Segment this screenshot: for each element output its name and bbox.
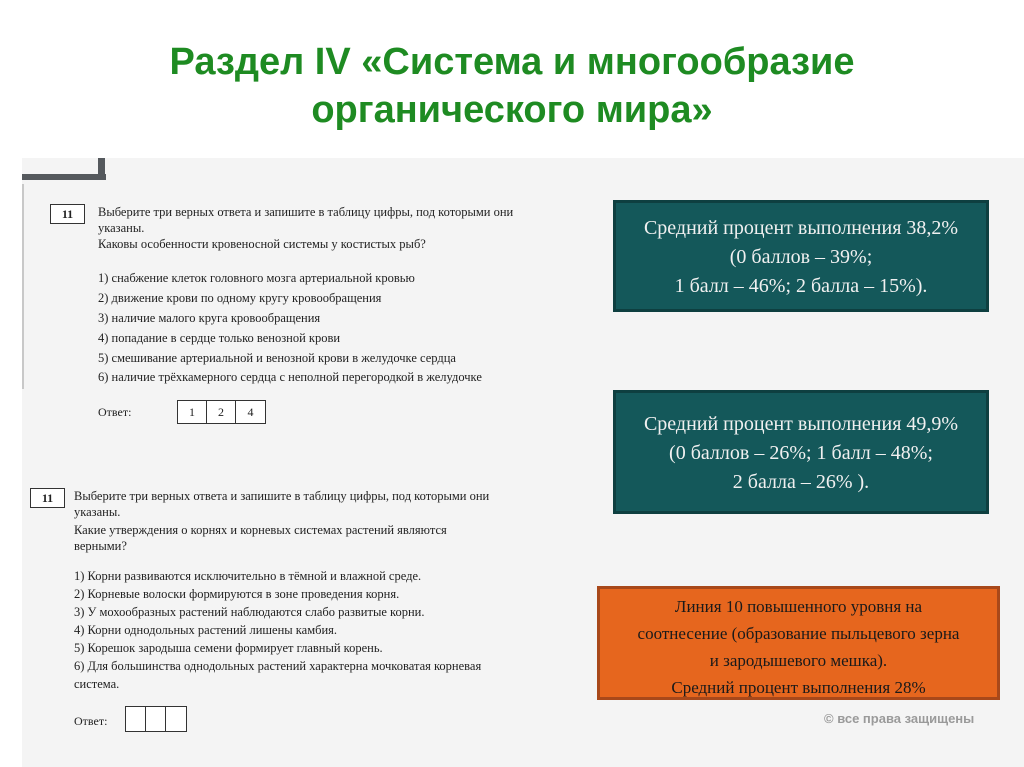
- option-item: 5) Корешок зародыша семени формирует главный корень.: [74, 641, 383, 655]
- stat-line: 1 балл – 46%; 2 балла – 15%).: [674, 275, 928, 297]
- stat-line: и зародышевого мешка).: [709, 651, 888, 670]
- stat-line: 2 балла – 26% ).: [732, 471, 870, 493]
- slide-title-line1: Раздел IV «Система и многообразие: [169, 41, 855, 83]
- stat-line: Средний процент выполнения 28%: [671, 678, 926, 697]
- stat-line: Средний процент выполнения 49,9%: [643, 413, 959, 435]
- answer-cell: 1: [178, 401, 207, 423]
- instruction-line: Выберите три верных ответа и запишите в таблицу цифры, под которыми они: [74, 489, 490, 503]
- option-item: 3) У мохообразных растений наблюдаются слабо развитые корни.: [74, 605, 425, 619]
- answer-label: Ответ:: [98, 405, 132, 419]
- task-instruction: [74, 488, 534, 554]
- corner-marker-vertical: [98, 158, 105, 180]
- option-item: 1) Корни развиваются исключительно в тёмной и влажной среде.: [74, 569, 422, 583]
- stat-box-task-roots: [613, 390, 989, 514]
- stat-line: Средний процент выполнения 38,2%: [643, 217, 959, 239]
- instruction-line: указаны.: [98, 221, 145, 235]
- option-item: 5) смешивание артериальной и венозной крови в желудочке сердца: [98, 351, 456, 365]
- task-instruction: [98, 204, 598, 252]
- question-text: Какие утверждения о корнях и корневых системах растений являются: [74, 523, 447, 537]
- option-item: 1) снабжение клеток головного мозга артериальной кровью: [98, 271, 415, 285]
- answer-cell: 2: [207, 401, 236, 423]
- corner-marker: [22, 174, 106, 180]
- task-number: 11: [50, 204, 85, 224]
- stat-line: Линия 10 повышенного уровня на: [674, 597, 923, 616]
- stat-line: (0 баллов – 26%; 1 балл – 48%;: [669, 442, 933, 464]
- question-text: верными?: [74, 539, 127, 553]
- task-number: 11: [30, 488, 65, 508]
- instruction-line: Выберите три верных ответа и запишите в таблицу цифры, под которыми они: [98, 205, 514, 219]
- slide-title-line2: органического мира»: [311, 89, 713, 131]
- stat-box-line-10: [597, 586, 1000, 700]
- copyright-watermark: © все права защищены: [824, 711, 975, 726]
- option-item: 2) Корневые волоски формируются в зоне проведения корня.: [74, 587, 400, 601]
- slide-title: [0, 38, 1024, 134]
- option-item: 4) попадание в сердце только венозной крови: [98, 331, 341, 345]
- stat-line: соотнесение (образование пыльцевого зерна: [637, 624, 960, 643]
- option-item: 2) движение крови по одному кругу кровообращения: [98, 291, 382, 305]
- option-item: 4) Корни однодольных растений лишены камбия.: [74, 623, 338, 637]
- question-text: Каковы особенности кровеносной системы у костистых рыб?: [98, 237, 426, 251]
- answer-cell: [126, 707, 146, 731]
- option-item: 6) наличие трёхкамерного сердца с неполной перегородкой в желудочке: [98, 370, 482, 384]
- option-item: система.: [74, 677, 120, 691]
- answer-label: Ответ:: [74, 714, 108, 728]
- stat-box-task-fish: [613, 200, 989, 312]
- answer-cell: [146, 707, 166, 731]
- answer-table: [125, 706, 187, 732]
- stat-line: (0 баллов – 39%;: [729, 246, 873, 268]
- left-margin-rule: [22, 184, 24, 389]
- answer-cell: [166, 707, 186, 731]
- answer-cell: 4: [247, 405, 254, 419]
- option-item: 6) Для большинства однодольных растений характерна мочковатая корневая: [74, 659, 482, 673]
- option-item: 3) наличие малого круга кровообращения: [98, 311, 321, 325]
- instruction-line: указаны.: [74, 505, 121, 519]
- answer-table: [177, 400, 266, 424]
